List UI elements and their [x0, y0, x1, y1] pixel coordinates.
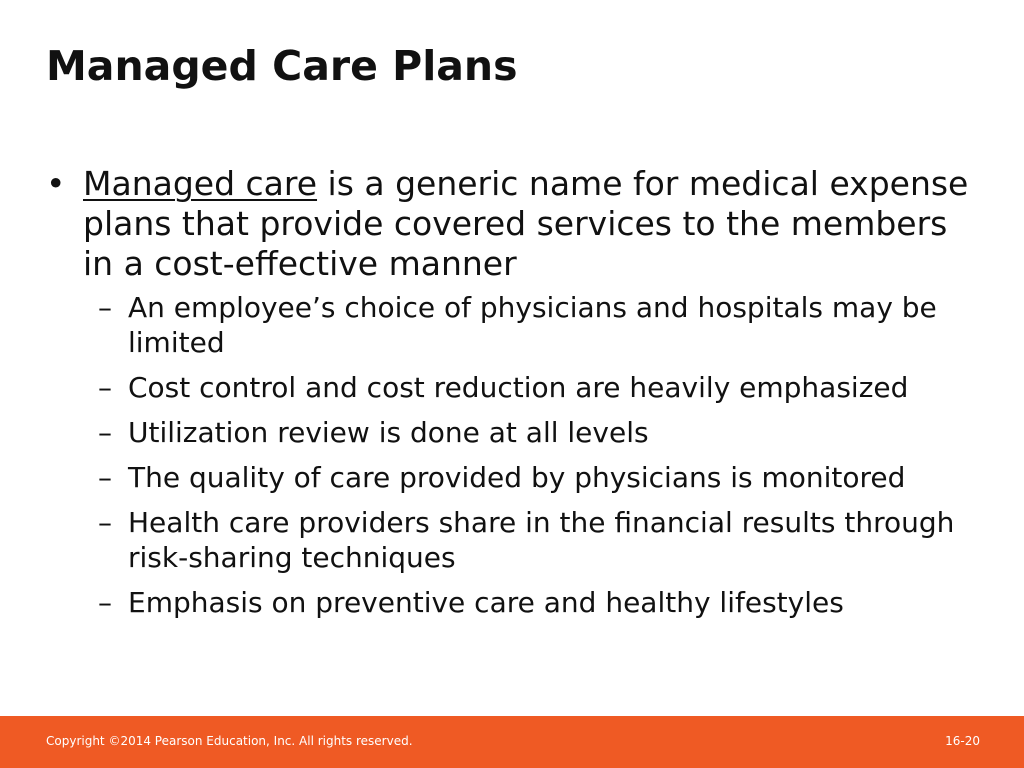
sub-bullet-2 [46, 370, 986, 405]
sub-bullet-4 [46, 460, 986, 495]
dash-marker: – [98, 461, 112, 494]
sub-bullet-text: Health care providers share in the financial results through risk-sharing techniques [128, 506, 955, 574]
sub-bullet-text: Emphasis on preventive care and healthy lifestyles [128, 586, 844, 619]
sub-bullet-6 [46, 585, 986, 620]
main-bullet [46, 164, 986, 284]
dash-marker: – [98, 371, 112, 404]
sub-bullet-text: The quality of care provided by physicians is monitored [128, 461, 906, 494]
sub-bullet-text: Utilization review is done at all levels [128, 416, 649, 449]
sub-bullet-5 [46, 505, 986, 575]
slide-body [46, 164, 986, 630]
page-number: 16-20 [945, 734, 980, 748]
copyright-notice: Copyright ©2014 Pearson Education, Inc. All rights reserved. [46, 734, 413, 748]
sub-bullet-1 [46, 290, 986, 360]
sub-bullet-list [46, 290, 986, 620]
slide-title: Managed Care Plans [46, 42, 518, 90]
bullet-marker: • [46, 164, 66, 203]
dash-marker: – [98, 291, 112, 324]
managed-care-term: Managed care [83, 164, 318, 203]
dash-marker: – [98, 586, 112, 619]
sub-bullet-text: An employee’s choice of physicians and hospitals may be limited [128, 291, 937, 359]
sub-bullet-3 [46, 415, 986, 450]
sub-bullet-text: Cost control and cost reduction are heavily emphasized [128, 371, 909, 404]
main-bullet-text: is a generic name for medical expense plans that provide covered services to the members in a cost-effective manner [83, 164, 969, 283]
dash-marker: – [98, 506, 112, 539]
footer-bar [0, 716, 1024, 768]
dash-marker: – [98, 416, 112, 449]
